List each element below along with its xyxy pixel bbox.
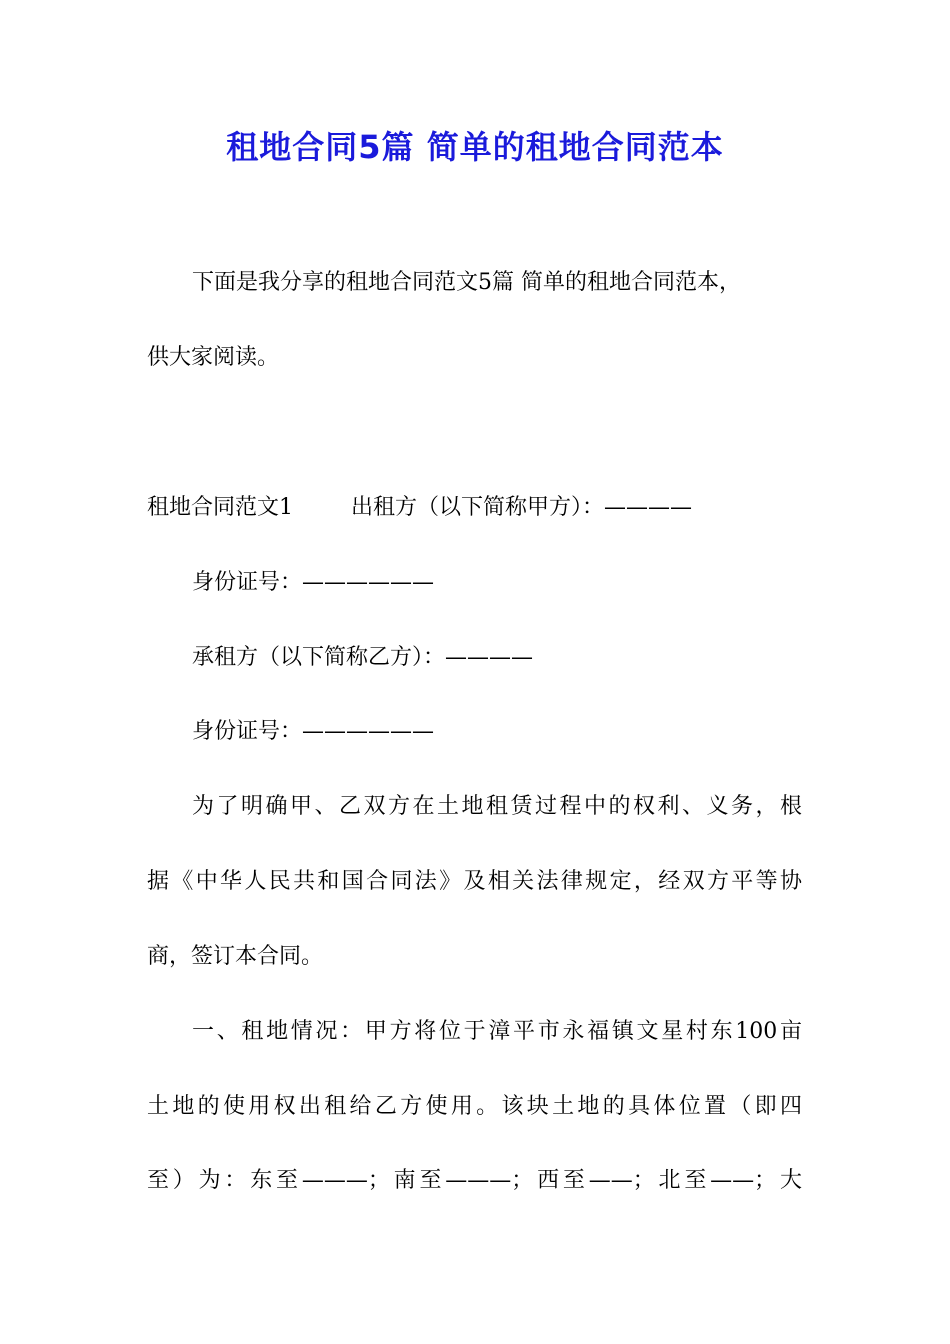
lessee-line: 承租方（以下简称乙方）：————	[192, 645, 534, 670]
clause1-line-3: 至）为：东至———；南至———；西至——；北至——；大	[147, 1168, 802, 1193]
intro-line-2: 供大家阅读。	[147, 345, 280, 370]
clause1-line-2: 土地的使用权出租给乙方使用。该块土地的具体位置（即四	[147, 1094, 802, 1119]
document-title: 租地合同5篇 简单的租地合同范本	[226, 128, 724, 166]
purpose-line-2: 据《中华人民共和国合同法》及相关法律规定，经双方平等协	[147, 869, 802, 894]
lessor-id-line: 身份证号：——————	[192, 570, 435, 595]
purpose-line-3: 商，签订本合同。	[147, 944, 324, 969]
lessor-line: 出租方（以下简称甲方）：————	[351, 495, 693, 520]
contract-heading-row	[147, 495, 692, 521]
purpose-line-1: 为了明确甲、乙双方在土地租赁过程中的权利、义务，根	[192, 794, 802, 819]
clause1-line-1: 一、租地情况：甲方将位于漳平市永福镇文星村东100亩	[192, 1019, 802, 1044]
lessee-id-line: 身份证号：——————	[192, 719, 435, 744]
intro-line-1: 下面是我分享的租地合同范文5篇 简单的租地合同范本，	[192, 270, 741, 295]
contract-heading: 租地合同范文1	[147, 495, 293, 520]
